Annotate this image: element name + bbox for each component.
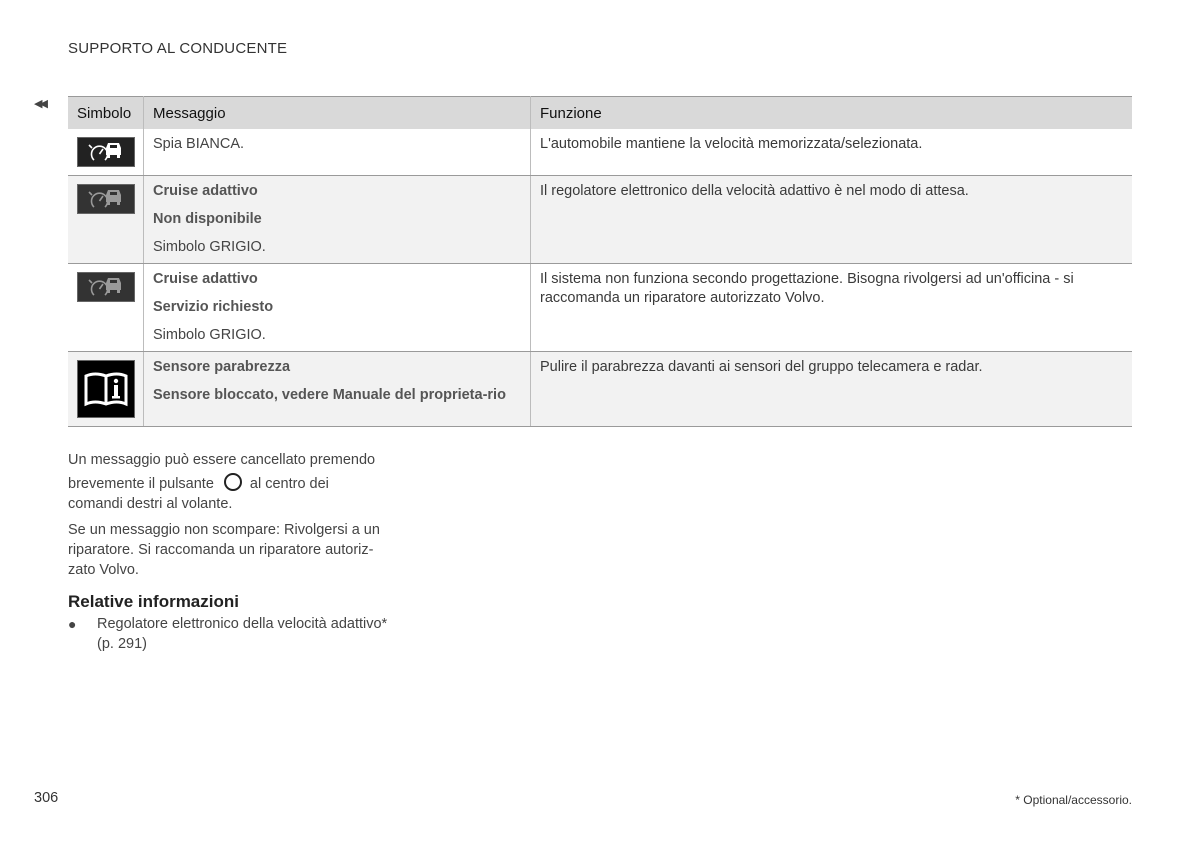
message-title: Cruise adattivo bbox=[153, 271, 258, 287]
page-title: SUPPORTO AL CONDUCENTE bbox=[68, 40, 288, 57]
steering-button-icon bbox=[224, 473, 242, 491]
message-title: Cruise adattivo bbox=[153, 183, 258, 199]
function-cell: Il regolatore elettronico della velocità adattivo è nel modo di attesa. bbox=[531, 176, 1133, 264]
table-header-row bbox=[68, 97, 1132, 130]
bullet-icon: ● bbox=[68, 616, 77, 632]
symbol-message-table bbox=[68, 96, 1132, 427]
table-row bbox=[68, 176, 1132, 264]
symbol-cell bbox=[68, 129, 144, 176]
symbol-cell bbox=[68, 264, 144, 352]
related-link[interactable] bbox=[68, 614, 408, 654]
cruise-control-grey-icon bbox=[77, 272, 135, 302]
footnote: * Optional/accessorio. bbox=[1015, 793, 1132, 807]
function-cell: Il sistema non funziona secondo progettazione. Bisogna rivolgersi ad un'officina - si raccomanda un riparatore autorizzato Volvo. bbox=[531, 264, 1133, 352]
symbol-cell bbox=[68, 176, 144, 264]
owners-manual-icon bbox=[77, 360, 135, 418]
message-cell bbox=[144, 264, 531, 352]
function-cell: Pulire il parabrezza davanti ai sensori del gruppo telecamera e radar. bbox=[531, 352, 1133, 427]
paragraph-clear-message bbox=[68, 450, 398, 514]
message-cell bbox=[144, 352, 531, 427]
message-plain-text: Simbolo GRIGIO. bbox=[153, 239, 266, 255]
message-subtitle: Non disponibile bbox=[153, 211, 262, 227]
related-link-page-ref[interactable]: (p. 291) bbox=[97, 636, 147, 652]
paragraph-text: Un messaggio può essere cancellato premendo bbox=[68, 452, 376, 468]
message-plain-text: Simbolo GRIGIO. bbox=[153, 327, 266, 343]
table-row bbox=[68, 264, 1132, 352]
function-cell: L'automobile mantiene la velocità memorizzata/selezionata. bbox=[531, 129, 1133, 176]
paragraph-text: comandi destri al volante. bbox=[68, 496, 233, 512]
message-plain-text: Spia BIANCA. bbox=[153, 136, 245, 152]
message-title: Sensore parabrezza bbox=[153, 359, 291, 375]
message-cell bbox=[144, 176, 531, 264]
column-header-function: Funzione bbox=[531, 97, 1133, 130]
table-row bbox=[68, 352, 1132, 427]
related-info-heading: Relative informazioni bbox=[68, 592, 239, 611]
cruise-control-grey-icon bbox=[77, 184, 135, 214]
related-link-text[interactable]: Regolatore elettronico della velocità adattivo* bbox=[97, 616, 388, 632]
message-subtitle: Sensore bloccato, vedere Manuale del proprieta-rio bbox=[153, 387, 506, 403]
cruise-control-white-icon bbox=[77, 137, 135, 167]
table-row bbox=[68, 129, 1132, 176]
continued-marker-icon: ◀◀ bbox=[34, 98, 45, 110]
paragraph-text: al centro dei bbox=[249, 476, 329, 492]
paragraph-workshop: Se un messaggio non scompare: Rivolgersi a un riparatore. Si raccomanda un riparatore autoriz-zato Volvo. bbox=[68, 522, 380, 578]
column-header-symbol: Simbolo bbox=[68, 97, 144, 130]
page-number: 306 bbox=[34, 790, 59, 806]
message-cell bbox=[144, 129, 531, 176]
column-header-message: Messaggio bbox=[144, 97, 531, 130]
symbol-cell bbox=[68, 352, 144, 427]
message-subtitle: Servizio richiesto bbox=[153, 299, 274, 315]
paragraph-text: brevemente il pulsante bbox=[68, 476, 214, 492]
